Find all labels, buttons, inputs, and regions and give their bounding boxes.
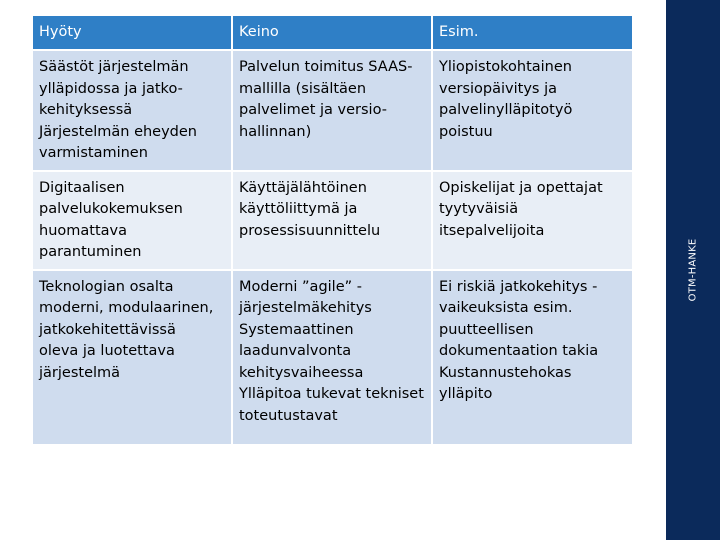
benefit-cell xyxy=(32,270,232,445)
project-label: OTM-HANKE xyxy=(687,238,699,302)
cell-line: Opiskelijat ja opettajat xyxy=(439,179,603,196)
cell-line: ylläpito xyxy=(439,386,493,402)
benefit-cell xyxy=(32,171,232,270)
cell-line: Kustannustehokas xyxy=(439,364,572,381)
cell-line: laadunvalvonta xyxy=(239,343,352,359)
cell-line: huomattava xyxy=(39,222,127,239)
cell-line: palvelukokemuksen xyxy=(39,201,183,217)
cell-line: Ylläpitoa tukevat tekniset xyxy=(239,386,424,402)
cell-line: Käyttäjälähtöinen xyxy=(239,179,367,196)
cell-line: vaikeuksista esim. xyxy=(439,300,573,316)
cell-line: tyytyväisiä xyxy=(439,201,519,217)
cell-line: palvelimet ja versio- xyxy=(239,102,387,118)
cell-line: hallinnan) xyxy=(239,123,312,140)
cell-line: Digitaalisen xyxy=(39,179,125,196)
cell-line: kehityksessä xyxy=(39,102,133,118)
table-row xyxy=(32,270,633,445)
sidebar-strip xyxy=(666,0,720,540)
cell-line: oleva ja luotettava xyxy=(39,343,175,359)
header-means: Keino xyxy=(232,15,432,50)
table-row xyxy=(32,50,633,171)
cell-line: jatkokehitettävissä xyxy=(39,321,176,338)
cell-line: käyttöliittymä ja xyxy=(239,201,358,217)
cell-line: Teknologian osalta xyxy=(39,278,174,295)
cell-line: dokumentaation takia xyxy=(439,343,599,359)
cell-line: järjestelmä xyxy=(39,364,121,381)
means-cell xyxy=(232,171,432,270)
cell-line: Yliopistokohtainen xyxy=(439,59,572,75)
cell-line: Systemaattinen xyxy=(239,321,354,338)
table-header-row xyxy=(32,15,633,50)
benefit-cell xyxy=(32,50,232,171)
cell-line: toteutustavat xyxy=(239,407,338,424)
cell-line: varmistaminen xyxy=(39,145,148,161)
cell-line: moderni, modulaarinen, xyxy=(39,300,214,316)
header-benefit: Hyöty xyxy=(32,15,232,50)
table-row xyxy=(32,171,633,270)
cell-line: versiopäivitys ja xyxy=(439,80,557,97)
means-cell xyxy=(232,50,432,171)
cell-line: palvelinylläpitotyö xyxy=(439,102,573,118)
example-cell xyxy=(432,50,633,171)
cell-line: Palvelun toimitus SAAS- xyxy=(239,59,413,75)
cell-line: Ei riskiä jatkokehitys - xyxy=(439,278,598,295)
cell-line: Moderni ”agile” - xyxy=(239,278,362,295)
cell-line: kehitysvaiheessa xyxy=(239,364,364,381)
example-cell xyxy=(432,270,633,445)
cell-line: poistuu xyxy=(439,123,493,140)
example-cell xyxy=(432,171,633,270)
cell-line: järjestelmäkehitys xyxy=(239,300,372,316)
header-example: Esim. xyxy=(432,15,633,50)
cell-line: itsepalvelijoita xyxy=(439,222,545,239)
means-cell xyxy=(232,270,432,445)
cell-line: puutteellisen xyxy=(439,321,534,338)
cell-line: mallilla (sisältäen xyxy=(239,80,367,97)
cell-line: parantuminen xyxy=(39,244,142,260)
cell-line: prosessisuunnittelu xyxy=(239,222,381,239)
cell-line: Säästöt järjestelmän xyxy=(39,59,189,75)
cell-line: ylläpidossa ja jatko- xyxy=(39,80,183,97)
benefits-table xyxy=(31,14,634,446)
cell-line: Järjestelmän eheyden xyxy=(39,123,197,140)
